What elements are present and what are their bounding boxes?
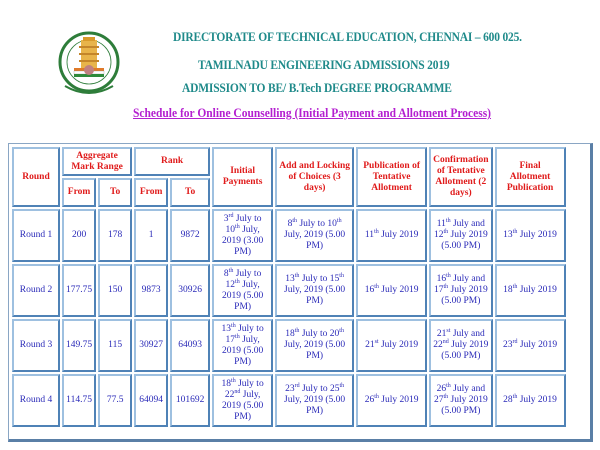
cell-confirmation: 11th July and 12th July 2019 (5.00 PM) (429, 209, 492, 262)
cell-confirmation: 26th July and 27th July 2019 (5.00 PM) (429, 374, 492, 427)
header-directorate: DIRECTORATE OF TECHNICAL EDUCATION, CHENNAI – 600 025. (173, 30, 522, 44)
cell-mark-to: 115 (98, 319, 132, 372)
cell-publication: 26th July 2019 (356, 374, 427, 427)
cell-round: Round 3 (12, 319, 60, 372)
tamil-nadu-emblem-logo (57, 26, 121, 104)
cell-mark-to: 150 (98, 264, 132, 317)
cell-rank-to: 9872 (170, 209, 210, 262)
header-round: Round (12, 147, 60, 207)
header-mark-from: From (62, 178, 96, 207)
header-mark-to: To (98, 178, 132, 207)
cell-mark-from: 177.75 (62, 264, 96, 317)
header-mark-range: Aggregate Mark Range (62, 147, 132, 176)
cell-add-locking: 23rd July to 25th July, 2019 (5.00 PM) (275, 374, 354, 427)
cell-mark-from: 114.75 (62, 374, 96, 427)
table-row (12, 319, 566, 372)
header-rank-to: To (170, 178, 210, 207)
cell-rank-from: 64094 (134, 374, 168, 427)
cell-round: Round 4 (12, 374, 60, 427)
header-rank: Rank (134, 147, 210, 176)
cell-final: 23rd July 2019 (495, 319, 566, 372)
cell-final: 13th July 2019 (495, 209, 566, 262)
cell-initial-payments: 8th July to 12th July, 2019 (5.00 PM) (212, 264, 273, 317)
cell-rank-to: 30926 (170, 264, 210, 317)
cell-round: Round 2 (12, 264, 60, 317)
cell-rank-from: 30927 (134, 319, 168, 372)
cell-mark-to: 77.5 (98, 374, 132, 427)
schedule-table (10, 145, 568, 429)
schedule-title: Schedule for Online Counselling (Initial Payment and Allotment Process) (133, 106, 492, 120)
header-initial-payments: Initial Payments (212, 147, 273, 207)
cell-initial-payments: 13th July to 17th July, 2019 (5.00 PM) (212, 319, 273, 372)
cell-rank-to: 64093 (170, 319, 210, 372)
cell-final: 18th July 2019 (495, 264, 566, 317)
cell-mark-from: 149.75 (62, 319, 96, 372)
header-programme: ADMISSION TO BE/ B.Tech DEGREE PROGRAMME (182, 81, 452, 95)
header-confirmation: Confirmation of Tentative Allotment (2 days) (429, 147, 492, 207)
cell-publication: 21st July 2019 (356, 319, 427, 372)
cell-initial-payments: 3rd July to 10th July, 2019 (3.00 PM) (212, 209, 273, 262)
cell-confirmation: 21st July and 22nd July 2019 (5.00 PM) (429, 319, 492, 372)
table-row (12, 209, 566, 262)
header-add-locking: Add and Locking of Choices (3 days) (275, 147, 354, 207)
cell-initial-payments: 18th July to 22nd July, 2019 (5.00 PM) (212, 374, 273, 427)
cell-rank-to: 101692 (170, 374, 210, 427)
table-row (12, 374, 566, 427)
header-rank-from: From (134, 178, 168, 207)
cell-rank-from: 1 (134, 209, 168, 262)
cell-publication: 11th July 2019 (356, 209, 427, 262)
cell-round: Round 1 (12, 209, 60, 262)
cell-rank-from: 9873 (134, 264, 168, 317)
cell-add-locking: 18th July to 20th July, 2019 (5.00 PM) (275, 319, 354, 372)
header-final: Final Allotment Publication (495, 147, 566, 207)
cell-mark-to: 178 (98, 209, 132, 262)
header-admissions: TAMILNADU ENGINEERING ADMISSIONS 2019 (198, 58, 450, 72)
header-publication: Publication of Tentative Allotment (356, 147, 427, 207)
cell-mark-from: 200 (62, 209, 96, 262)
cell-add-locking: 13th July to 15th July, 2019 (5.00 PM) (275, 264, 354, 317)
cell-publication: 16th July 2019 (356, 264, 427, 317)
schedule-table-frame (8, 143, 593, 442)
cell-confirmation: 16th July and 17th July 2019 (5.00 PM) (429, 264, 492, 317)
cell-final: 28th July 2019 (495, 374, 566, 427)
table-row (12, 264, 566, 317)
cell-add-locking: 8th July to 10th July, 2019 (5.00 PM) (275, 209, 354, 262)
